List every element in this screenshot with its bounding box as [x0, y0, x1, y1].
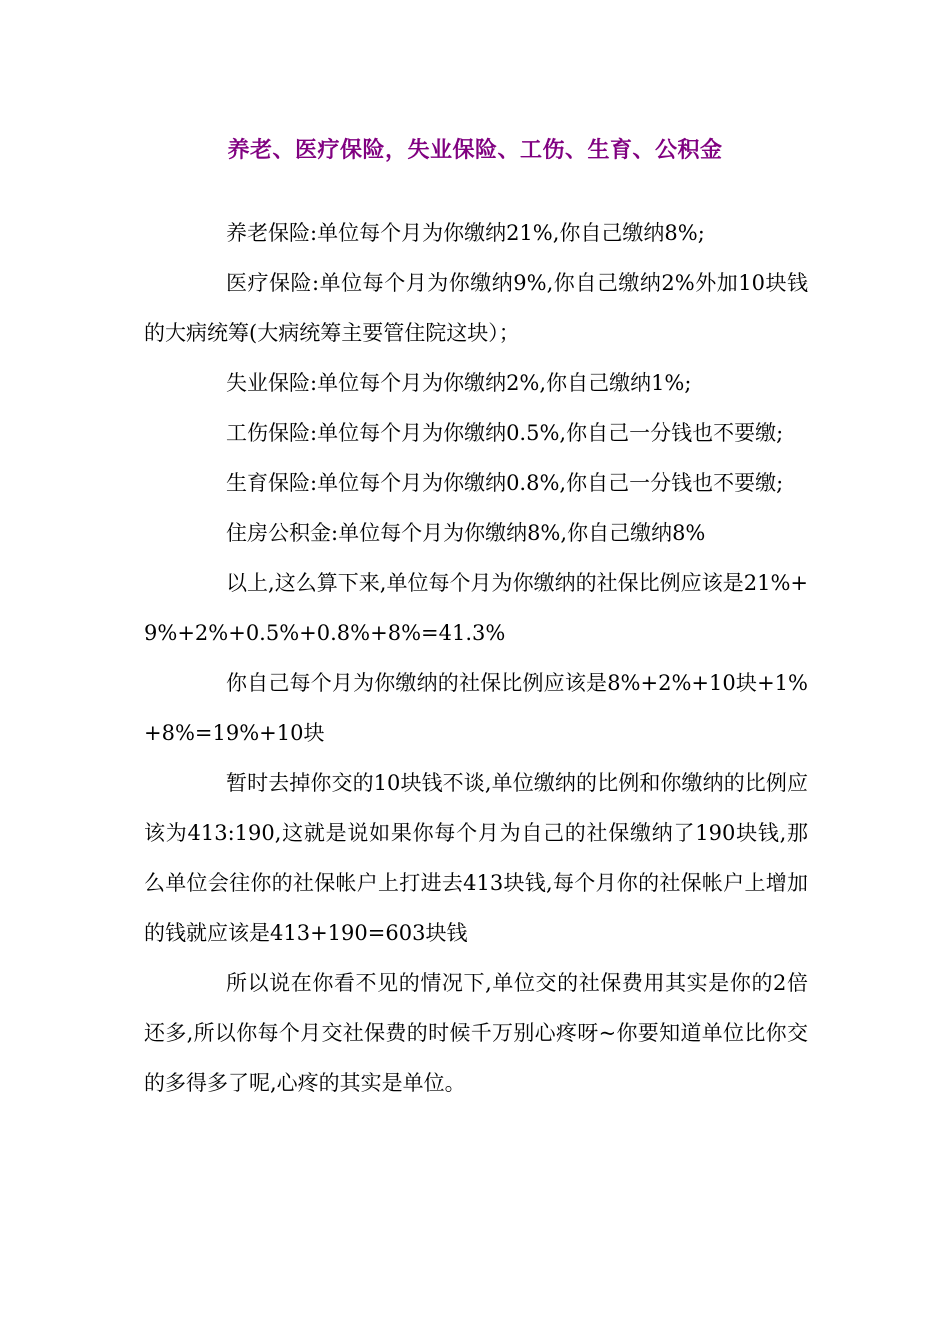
document-body	[144, 208, 808, 1108]
paragraph-unemployment: 失业保险:单位每个月为你缴纳2%,你自己缴纳1%;	[226, 371, 692, 395]
paragraph-employee-total: 你自己每个月为你缴纳的社保比例应该是8%+2%+10块+1%+8%=19%+10块	[144, 671, 808, 745]
paragraph-pension: 养老保险:单位每个月为你缴纳21%,你自己缴纳8%;	[226, 221, 705, 245]
paragraph-work-injury: 工伤保险:单位每个月为你缴纳0.5%,你自己一分钱也不要缴;	[226, 421, 784, 445]
paragraph-ratio-explanation: 暂时去掉你交的10块钱不谈,单位缴纳的比例和你缴纳的比例应该为413:190,这就是说如果你每个月为自己的社保缴纳了190块钱,那么单位会往你的社保帐户上打进去413块钱,每个月你的社保帐户上增加的钱就应该是413+190=603块钱	[144, 771, 808, 945]
paragraph-housing-fund: 住房公积金:单位每个月为你缴纳8%,你自己缴纳8%	[226, 521, 706, 545]
document-title: 养老、医疗保险，失业保险、工伤、生育、公积金	[227, 138, 723, 163]
paragraph-medical: 医疗保险:单位每个月为你缴纳9%,你自己缴纳2%外加10块钱的大病统筹(大病统筹主要管住院这块）；	[144, 271, 808, 345]
paragraph-conclusion: 所以说在你看不见的情况下,单位交的社保费用其实是你的2倍还多,所以你每个月交社保费的时候千万别心疼呀~你要知道单位比你交的多得多了呢,心疼的其实是单位。	[144, 971, 808, 1095]
paragraph-maternity: 生育保险:单位每个月为你缴纳0.8%,你自己一分钱也不要缴;	[226, 471, 784, 495]
paragraph-employer-total: 以上,这么算下来,单位每个月为你缴纳的社保比例应该是21%+9%+2%+0.5%+0.8%+8%=41.3%	[144, 571, 808, 645]
